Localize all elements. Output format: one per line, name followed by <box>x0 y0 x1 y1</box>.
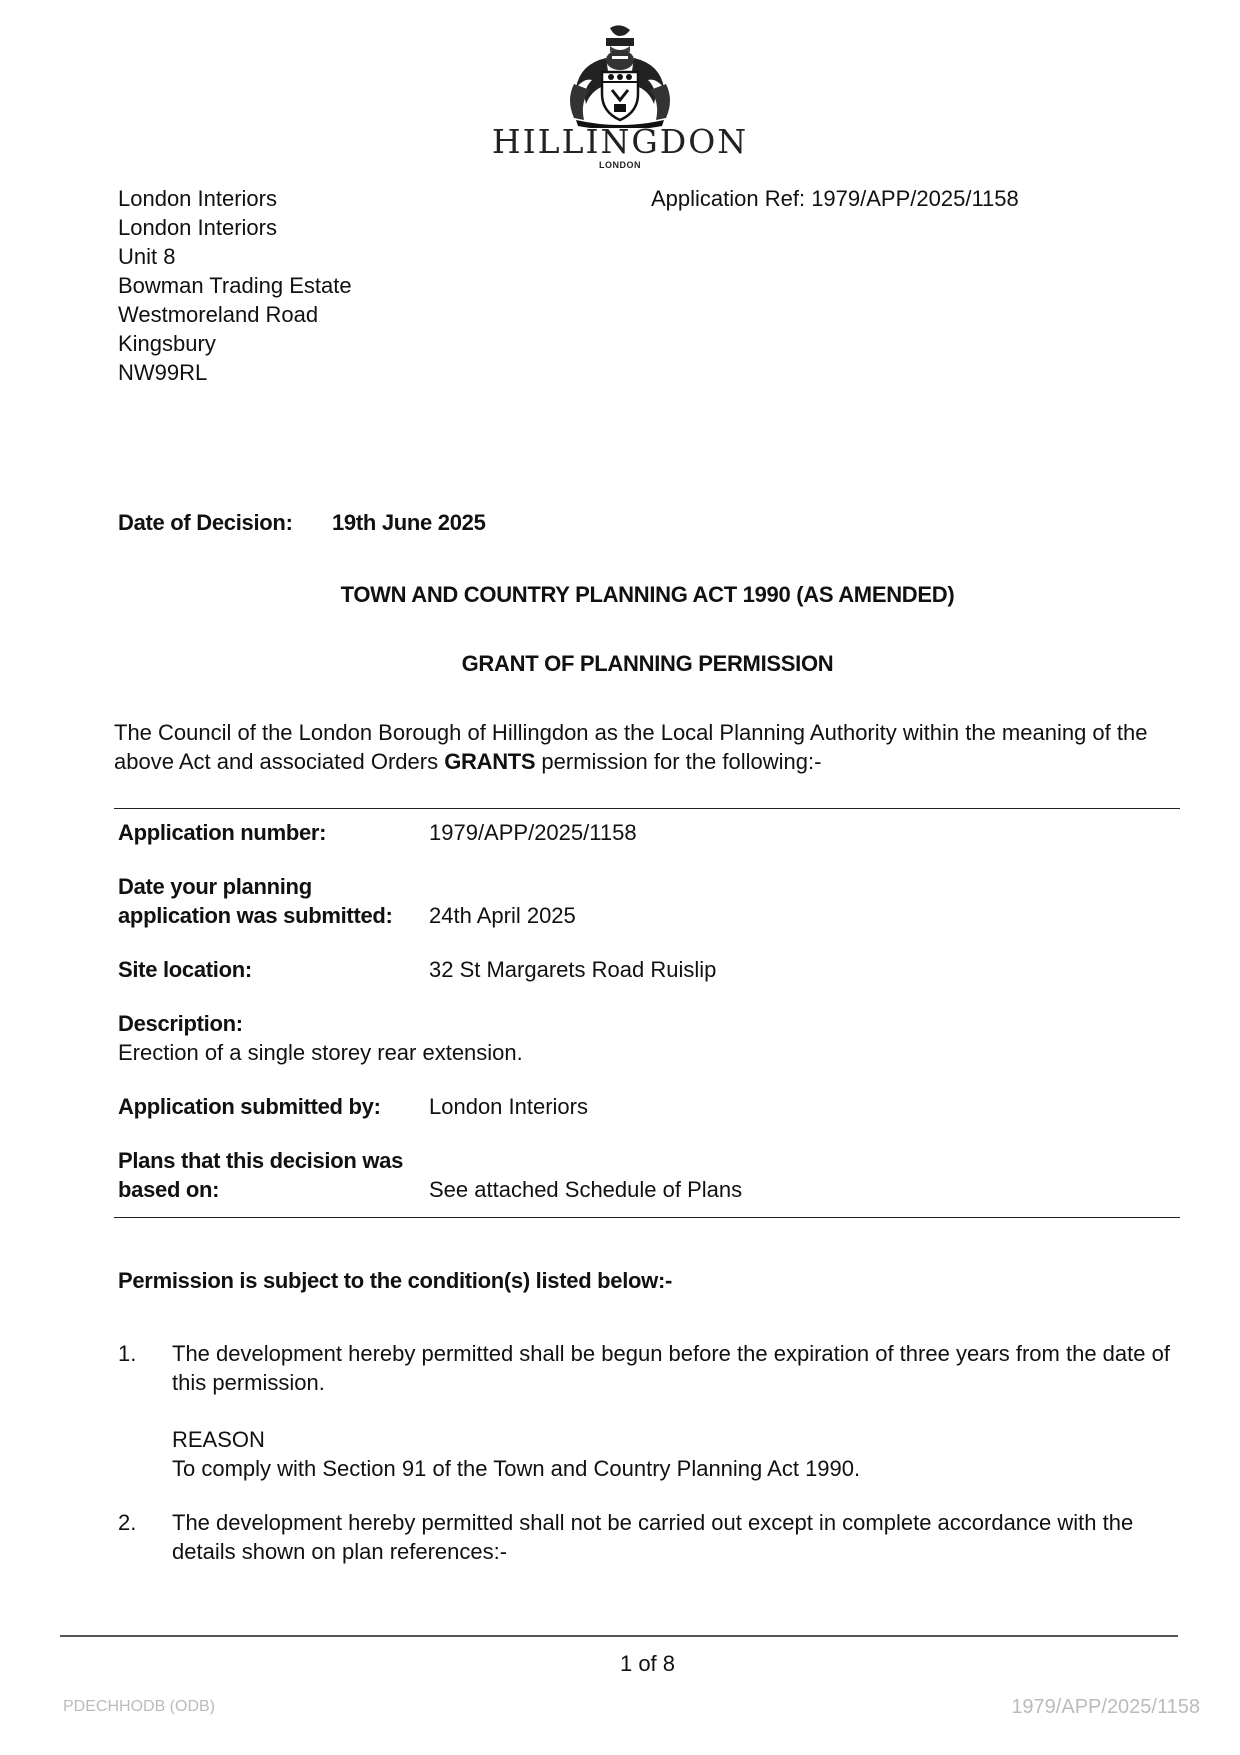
condition-text: The development hereby permitted shall be begun before the expiration of three years from the date of this permission. <box>172 1341 1170 1395</box>
act-title: TOWN AND COUNTRY PLANNING ACT 1990 (AS AMENDED) <box>340 582 955 607</box>
footer-reference: 1979/APP/2025/1158 <box>1011 1696 1200 1718</box>
recipient-address <box>118 184 352 387</box>
decision-date-value: 19th June 2025 <box>332 510 486 535</box>
site-location-label: Site location: <box>118 957 252 982</box>
footer-rule <box>60 1635 1178 1637</box>
address-line: NW99RL <box>118 360 208 385</box>
footer-code: PDECHHODB (ODB) <box>63 1698 216 1715</box>
condition-reason: To comply with Section 91 of the Town and Country Planning Act 1990. <box>172 1456 861 1481</box>
submitted-by-value: London Interiors <box>429 1094 588 1119</box>
plans-value: See attached Schedule of Plans <box>429 1177 743 1202</box>
logo-subtitle: LONDON <box>599 160 641 170</box>
decision-date-label: Date of Decision: <box>118 510 293 535</box>
intro-text-end: permission for the following:- <box>535 749 822 774</box>
plans-label-2: based on: <box>118 1177 220 1202</box>
condition-number: 2. <box>118 1510 137 1535</box>
details-top-rule <box>114 808 1180 809</box>
address-line: Unit 8 <box>118 244 176 269</box>
hillingdon-crest-icon <box>552 24 688 128</box>
conditions-heading: Permission is subject to the condition(s) listed below:- <box>118 1268 673 1293</box>
address-line: London Interiors <box>118 186 277 211</box>
description-label: Description: <box>118 1011 243 1036</box>
application-number-value: 1979/APP/2025/1158 <box>429 820 637 845</box>
application-reference: Application Ref: 1979/APP/2025/1158 <box>651 186 1019 211</box>
site-location-value: 32 St Margarets Road Ruislip <box>429 957 717 982</box>
date-submitted-label-2: application was submitted: <box>118 903 393 928</box>
grant-title: GRANT OF PLANNING PERMISSION <box>461 651 834 676</box>
council-logo <box>440 24 800 174</box>
condition-number: 1. <box>118 1341 137 1366</box>
application-number-label: Application number: <box>118 820 327 845</box>
address-line: London Interiors <box>118 215 277 240</box>
intro-text: The Council of the London Borough of Hillingdon as the Local Planning Authority within the meaning of the above Act and associated Orders <box>114 720 1148 774</box>
logo-wordmark: HILLINGDON <box>491 122 749 161</box>
address-line: Westmoreland Road <box>118 302 319 327</box>
address-line: Bowman Trading Estate <box>118 273 352 298</box>
page-number: 1 of 8 <box>619 1651 676 1676</box>
description-value: Erection of a single storey rear extension. <box>118 1040 523 1065</box>
plans-label: Plans that this decision was <box>118 1148 404 1173</box>
details-bottom-rule <box>114 1217 1180 1218</box>
intro-paragraph <box>114 718 1174 776</box>
date-submitted-value: 24th April 2025 <box>429 903 576 928</box>
condition-reason-label: REASON <box>172 1427 265 1452</box>
address-line: Kingsbury <box>118 331 216 356</box>
date-submitted-label: Date your planning <box>118 874 312 899</box>
condition-text: The development hereby permitted shall not be carried out except in complete accordance with the details shown on plan references:- <box>172 1510 1134 1564</box>
intro-grants: GRANTS <box>444 749 536 774</box>
submitted-by-label: Application submitted by: <box>118 1094 381 1119</box>
